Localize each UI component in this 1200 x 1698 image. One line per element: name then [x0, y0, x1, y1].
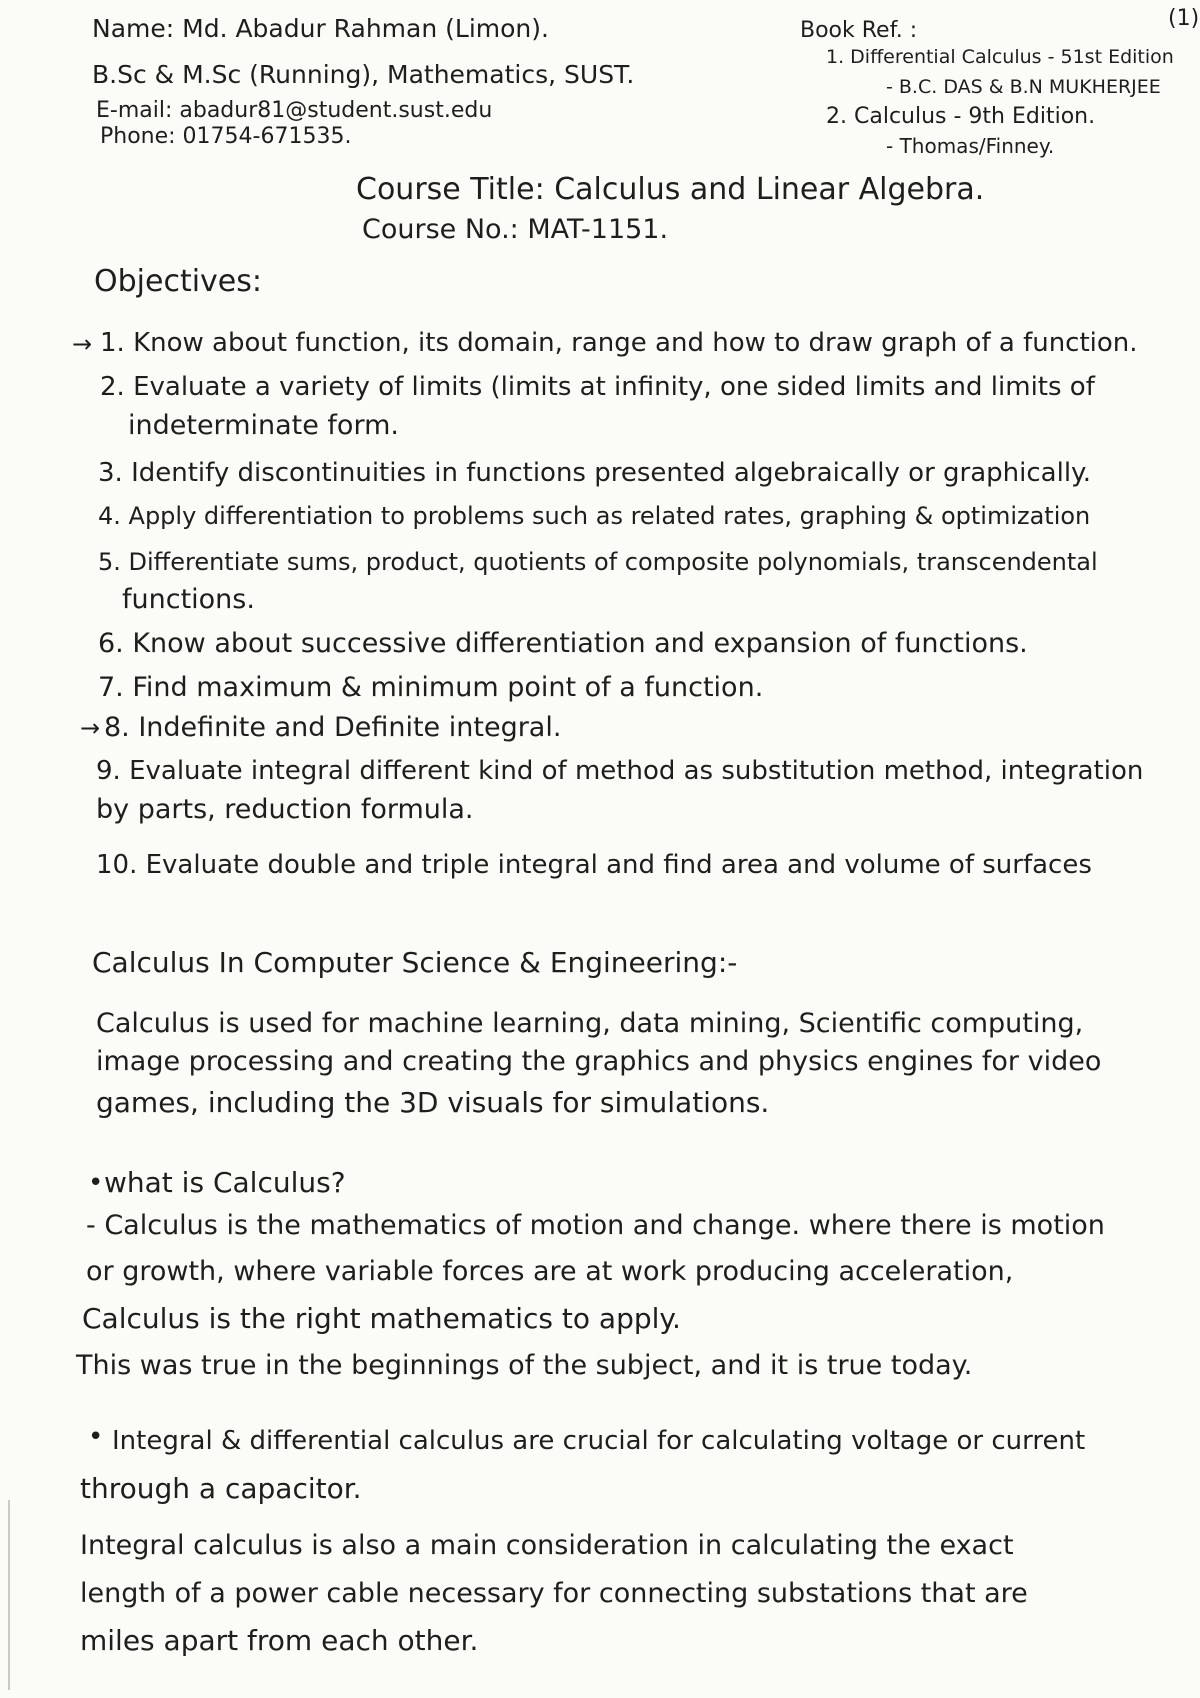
cse-line: image processing and creating the graphics and physics engines for video	[96, 1046, 1102, 1077]
bullet-integral: •	[88, 1422, 104, 1452]
objective-item: 7. Find maximum & minimum point of a function.	[98, 672, 764, 703]
integral-line: length of a power cable necessary for connecting substations that are	[80, 1578, 1028, 1609]
objective-item: 5. Differentiate sums, product, quotients of composite polynomials, transcendental	[98, 548, 1098, 576]
objectives-heading: Objectives:	[94, 264, 262, 299]
what-line: or growth, where variable forces are at work producing acceleration,	[86, 1256, 1014, 1287]
objective-item: 1. Know about function, its domain, range and how to draw graph of a function.	[100, 328, 1138, 358]
bullet-what: •	[88, 1168, 104, 1198]
author-degree: B.Sc & M.Sc (Running), Mathematics, SUST.	[92, 60, 635, 89]
integral-line: through a capacitor.	[80, 1472, 362, 1505]
book2-title: 2. Calculus - 9th Edition.	[826, 104, 1096, 129]
course-title: Course Title: Calculus and Linear Algebra.	[356, 172, 985, 207]
objective-item: 10. Evaluate double and triple integral and find area and volume of surfaces	[96, 850, 1092, 880]
objective-item: 9. Evaluate integral different kind of method as substitution method, integration	[96, 756, 1144, 786]
book1-author: - B.C. DAS & B.N MUKHERJEE	[886, 76, 1161, 98]
course-number: Course No.: MAT-1151.	[362, 214, 669, 245]
objective-item: 8. Indefinite and Definite integral.	[104, 712, 562, 743]
author-name: Name: Md. Abadur Rahman (Limon).	[92, 14, 549, 43]
what-question: what is Calculus?	[104, 1166, 346, 1199]
objective-item: 6. Know about successive differentiation and expansion of functions.	[98, 628, 1028, 659]
cse-line: Calculus is used for machine learning, data mining, Scientific computing,	[96, 1008, 1084, 1039]
what-line: Calculus is the right mathematics to apply.	[82, 1302, 681, 1335]
what-line: This was true in the beginnings of the subject, and it is true today.	[76, 1350, 973, 1381]
objective-item: 2. Evaluate a variety of limits (limits at infinity, one sided limits and limits of	[100, 372, 1095, 402]
cse-line: games, including the 3D visuals for simulations.	[96, 1086, 770, 1119]
book1-title: 1. Differential Calculus - 51st Edition	[826, 46, 1174, 68]
objective-item: 3. Identify discontinuities in functions presented algebraically or graphically.	[98, 458, 1091, 488]
what-line: - Calculus is the mathematics of motion and change. where there is motion	[86, 1210, 1105, 1241]
author-phone: Phone: 01754-671535.	[100, 124, 352, 149]
cse-heading: Calculus In Computer Science & Engineering:-	[92, 946, 738, 979]
arrow-mark-1: →	[72, 330, 93, 358]
author-email: E-mail: abadur81@student.sust.edu	[96, 98, 493, 123]
objective-item: by parts, reduction formula.	[96, 794, 474, 825]
integral-line: miles apart from each other.	[80, 1624, 479, 1657]
book-ref-heading: Book Ref. :	[800, 18, 918, 43]
objective-item: functions.	[122, 584, 255, 615]
objective-item: 4. Apply differentiation to problems such as related rates, graphing & optimization	[98, 502, 1091, 530]
page-number: (1)	[1168, 6, 1200, 31]
integral-line: Integral & differential calculus are crucial for calculating voltage or current	[112, 1426, 1086, 1456]
objective-item: indeterminate form.	[128, 410, 399, 441]
page-edge-line	[8, 1500, 10, 1690]
arrow-mark-8: →	[80, 714, 101, 742]
integral-line: Integral calculus is also a main consideration in calculating the exact	[80, 1530, 1014, 1561]
book2-author: - Thomas/Finney.	[886, 134, 1055, 158]
